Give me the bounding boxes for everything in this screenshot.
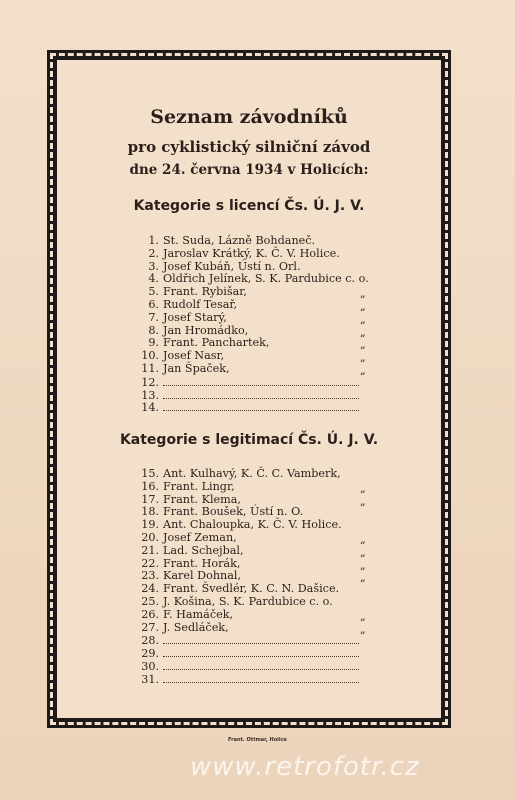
watermark: www.retrofotr.cz xyxy=(190,752,420,782)
rider-name: Oldřich Jelínek, S. K. Pardubice c. o. xyxy=(163,272,369,286)
rider-number: 2. xyxy=(148,246,159,260)
category-legitimation-heading: Kategorie s legitimací Čs. Ú. J. V. xyxy=(119,432,379,448)
ditto-mark: „ xyxy=(360,299,366,313)
rider-name: Lad. Schejbal, xyxy=(163,543,244,557)
rider-number: 1. xyxy=(148,234,159,247)
content-area xyxy=(67,70,431,708)
printer-imprint: Frant. Ottmar, Holice xyxy=(228,737,287,743)
blank-entry-row xyxy=(135,647,435,660)
ditto-mark: „ xyxy=(360,312,366,326)
blank-number: 12. xyxy=(141,375,159,389)
rider-number: 11. xyxy=(141,361,159,375)
rider-name: Frant. Panchartek, xyxy=(163,336,270,350)
rider-name: Josef Starý, xyxy=(163,310,227,324)
rider-number: 6. xyxy=(148,297,159,311)
category-licence-heading: Kategorie s licencí Čs. Ú. J. V. xyxy=(133,198,365,214)
ditto-mark: „ xyxy=(360,325,366,339)
ditto-mark: „ xyxy=(360,609,366,623)
rider-number: 17. xyxy=(141,492,159,506)
rider-name: J. Sedláček, xyxy=(163,620,229,634)
ditto-mark: „ xyxy=(360,494,366,508)
ditto-mark: „ xyxy=(360,287,366,301)
ditto-mark: „ xyxy=(360,558,366,572)
rider-name: Jan Špaček, xyxy=(163,361,230,375)
rider-number: 19. xyxy=(141,518,159,532)
blank-entry-row xyxy=(135,401,435,414)
blank-number: 31. xyxy=(141,672,159,686)
ditto-mark: „ xyxy=(360,363,366,377)
ditto-mark: „ xyxy=(360,481,366,495)
rider-name: J. Košina, S. K. Pardubice c. o. xyxy=(163,594,333,608)
blank-entry-row xyxy=(135,660,435,673)
rider-list-licence xyxy=(135,235,435,414)
rider-number: 20. xyxy=(141,530,159,544)
rider-number: 5. xyxy=(148,285,159,299)
rider-name: Karel Dohnal, xyxy=(163,569,242,583)
rider-name: Josef Nasr, xyxy=(163,349,225,363)
dotted-fill-line xyxy=(163,401,359,411)
dotted-fill-line xyxy=(163,673,359,683)
rider-name: Josef Zeman, xyxy=(163,530,237,544)
date-line: dne 24. června 1934 v Holicích: xyxy=(129,162,369,178)
blank-number: 28. xyxy=(141,634,159,648)
blank-entry-row xyxy=(135,389,435,402)
rider-number: 24. xyxy=(141,582,159,596)
ditto-mark: „ xyxy=(360,532,366,546)
rider-number: 8. xyxy=(148,323,159,337)
dotted-fill-line xyxy=(163,376,359,386)
dotted-fill-line xyxy=(163,389,359,399)
rider-row xyxy=(135,622,435,635)
ditto-mark: „ xyxy=(360,351,366,365)
blank-entry-row xyxy=(135,673,435,686)
rider-number: 22. xyxy=(141,556,159,570)
rider-name: Ant. Chaloupka, K. Č. V. Holice. xyxy=(163,518,342,532)
dotted-fill-line xyxy=(163,647,359,657)
document-title: Seznam závodníků xyxy=(150,106,348,128)
blank-number: 30. xyxy=(141,659,159,673)
rider-number: 7. xyxy=(148,310,159,324)
ditto-mark: „ xyxy=(360,622,366,636)
rider-name: Rudolf Tesař, xyxy=(163,297,238,311)
rider-name: Frant. Švedlér, K. C. N. Dašice. xyxy=(163,582,340,596)
ditto-mark: „ xyxy=(360,571,366,585)
blank-number: 29. xyxy=(141,647,159,661)
rider-number: 4. xyxy=(148,272,159,286)
rider-number: 27. xyxy=(141,620,159,634)
rider-number: 10. xyxy=(141,349,159,363)
rider-name: F. Hamáček, xyxy=(163,607,234,621)
rider-number: 9. xyxy=(148,336,159,350)
rider-number: 21. xyxy=(141,543,159,557)
dotted-fill-line xyxy=(163,634,359,644)
rider-row xyxy=(135,363,435,376)
rider-name: Frant. Horák, xyxy=(163,556,241,570)
rider-number: 15. xyxy=(141,467,159,480)
blank-number: 13. xyxy=(141,388,159,402)
rider-number: 16. xyxy=(141,479,159,493)
dotted-fill-line xyxy=(163,660,359,670)
rider-name: Frant. Boušek, Ústí n. O. xyxy=(163,505,304,519)
ditto-mark: „ xyxy=(360,338,366,352)
rider-name: Frant. Lingr, xyxy=(163,479,235,493)
rider-list-legitimation xyxy=(135,468,435,686)
decorative-border xyxy=(47,50,451,728)
rider-name: St. Suda, Lázně Bohdaneč. xyxy=(163,234,316,247)
document-subtitle: pro cyklistický silniční závod xyxy=(127,138,371,156)
rider-name: Ant. Kulhavý, K. Č. C. Vamberk, xyxy=(163,467,341,480)
rider-number: 25. xyxy=(141,594,159,608)
rider-name: Frant. Rybišar, xyxy=(163,285,247,299)
rider-number: 26. xyxy=(141,607,159,621)
blank-number: 14. xyxy=(141,401,159,415)
rider-name: Josef Kubáň, Ústí n. Orl. xyxy=(163,259,301,273)
rider-number: 3. xyxy=(148,259,159,273)
rider-number: 23. xyxy=(141,569,159,583)
rider-name: Jaroslav Krátký, K. Č. V. Holice. xyxy=(163,246,340,260)
rider-name: Frant. Klema, xyxy=(163,492,241,506)
rider-number: 18. xyxy=(141,505,159,519)
ditto-mark: „ xyxy=(360,545,366,559)
blank-entry-row xyxy=(135,634,435,647)
rider-name: Jan Hromádko, xyxy=(163,323,249,337)
blank-entry-row xyxy=(135,376,435,389)
